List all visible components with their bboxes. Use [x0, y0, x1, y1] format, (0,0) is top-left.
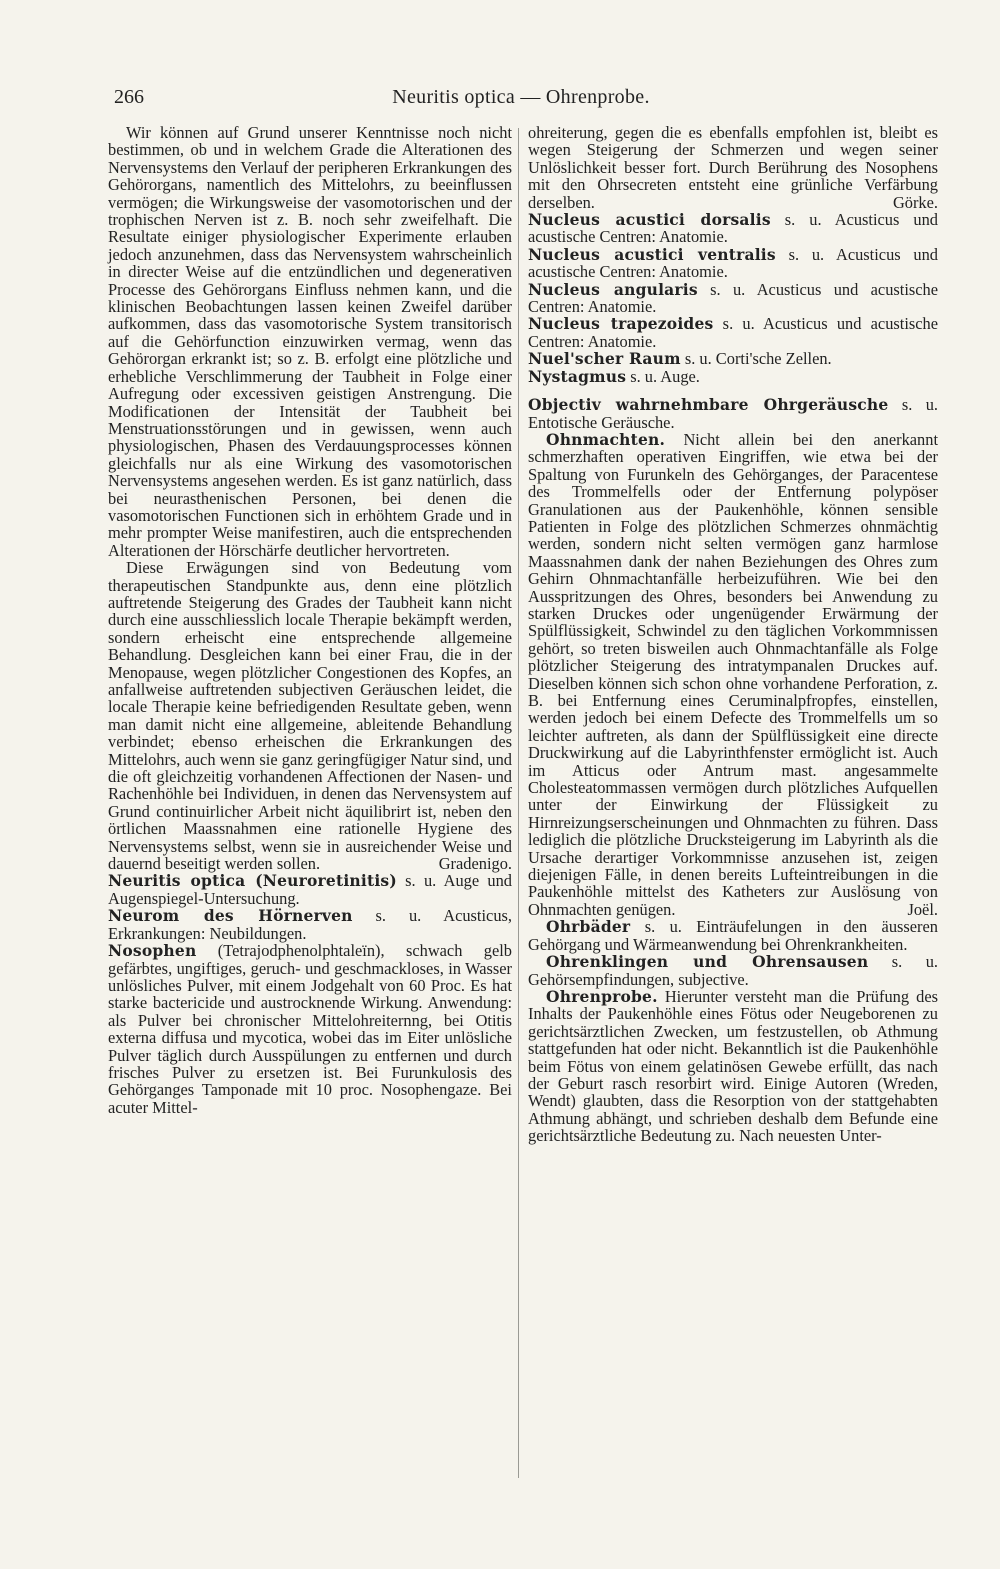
- entry-body: Hierunter versteht man die Prüfung des Inhalts der Paukenhöhle eines Fötus oder Neugeborenen zu gerichtsärztlichen Zwecken, um festzustellen, ob Athmung stattgefunden hat oder nicht. Bekanntlich ist die Paukenhöhle beim Fötus von einem gelatinösen Gewebe erfüllt, das nach der Geburt rasch resorbirt wird. Einige Autoren (Wreden, Wendt) glaubten, dass die Resorption von der stattgehabten Athmung abhängt, und schrieben deshalb dem Befunde eine gerichtsärztliche Bedeutung zu. Nach neuesten Unter-: [528, 986, 938, 1146]
- paragraph-text: ohreiterung, gegen die es ebenfalls empfohlen ist, bleibt es wegen Steigerung der Schmerzen und wegen seiner Unlöslichkeit besser fort. Durch Berührung des Nosophens mit den Ohrsecreten entsteht eine grünliche Verfärbung derselben.: [528, 123, 938, 212]
- entry-headword: Nucleus acustici ventralis: [528, 244, 776, 264]
- entry-headword: Ohrbäder: [546, 917, 631, 937]
- entry: [528, 368, 938, 385]
- paragraph-text: Diese Erwägungen sind von Bedeutung vom therapeutischen Standpunkte aus, denn eine plötzlich auftretende Steigerung des Grades der Taubheit kann nicht durch eine ausschliesslich locale Therapie bekämpft werden, sondern erheischt eine entsprechende allgemeine Behandlung. Desgleichen kann bei einer Frau, die in der Menopause, wegen plötzlicher Congestionen des Kopfes, an anfallweise auftretenden subjectiven Geräuschen leidet, die locale Therapie keine befriedigenden Resultate geben, wenn man damit nicht eine allgemeine, ableitende Behandlung verbindet; ebenso erheischen die Erkrankungen des Mittelohrs, auch wenn sie ganz geringfügiger Natur sind, und die oft gleichzeitig vorhandenen Affectionen der Nasen- und Rachenhöhle bei Individuen, in denen das Nervensystem auf Grund continuirlicher Arbeit nicht äquilibrirt ist, neben den örtlichen Maassnahmen eine rationelle Hygiene des Nervensystems selbst, wenn sie in ausreichender Weise und dauernd beseitigt werden sollen.: [108, 558, 512, 874]
- running-title: Neuritis optica — Ohrenprobe.: [392, 86, 650, 108]
- entry: [108, 942, 512, 1116]
- entry: [528, 988, 938, 1145]
- entry-body: s. u. Gehörsempfindungen, subjective.: [528, 952, 938, 989]
- entry-body: (Tetrajodphenolphtaleïn), schwach gelb gefärbtes, ungiftiges, geruch- und geschmackloses, in Wasser unlösliches Pulver, mit einem Jodgehalt von 60 Proc. Es hat starke bactericide und austrocknende Wirkung. Anwendung: als Pulver bei chronischer Mittelohreiternng, bei Otitis externa diffusa und mycotica, wobei das im Eiter unlösliche Pulver täglich durch Ausspülungen zu entfernen und durch frisches Pulver zu ersetzen ist. Bei Furunkulosis des Gehörganges Tamponade mit 10 proc. Nosophengaze. Bei acuter Mittel-: [108, 941, 512, 1117]
- entry-headword: Neurom des Hörnerven: [108, 906, 353, 926]
- column-divider: [518, 128, 519, 1478]
- entry-body: Nicht allein bei den anerkannt schmerzhaften operativen Eingriffen, wie etwa bei der Spaltung von Furunkeln des Gehörganges, der Paracentese des Trommelfells oder der Entfernung polypöser Granulationen aus der Paukenhöhle, können sensible Patienten in Folge des plötzlichen Schmerzes ohnmächtig werden, sondern nicht selten vermögen ganz harmlose Maassnahmen dank der nahen Beziehungen des Ohres zum Gehirn Ohnmachtanfälle herbeizuführen. Wie bei den Ausspritzungen des Ohres, besonders bei Anwendung zu starken Druckes oder ungenügender Erwärmung der Spülflüssigkeit, Schwindel zu den täglichen Vorkommnissen gehört, so treten bisweilen auch Ohnmachtanfälle als Folge plötzlicher Steigerung des intratympanalen Druckes auf. Dieselben können sich schon ohne vorhandene Perforation, z. B. bei Entfernung eines Ceruminalpfropfes, einstellen, werden jedoch bei einem Defecte des Trommelfells um so leichter auftreten, als dann der Spülflüssigkeit eine directe Druckwirkung auf die Labyrinthfenster ermöglicht ist. Auch im Atticus oder Antrum mast. angesammelte Cholesteatommassen vermögen durch plötzliches Aufquellen unter der Einwirkung der Flüssigkeit zu Hirnreizungserscheinungen und Ohnmachten zu führen. Dass lediglich die plötzliche Drucksteigerung im Labyrinth als die Ursache derartiger Vorkommnisse anzusehen ist, zeigen diejenigen Fälle, in denen bereits Lufteintreibungen in die Paukenhöhle mittelst des Katheters zur Auslösung von Ohnmachten genügen.: [528, 429, 938, 919]
- entry-headword: Nuel'scher Raum: [528, 349, 681, 369]
- entry: [528, 281, 938, 316]
- entry: [108, 872, 512, 907]
- entry-headword: Nucleus angularis: [528, 279, 698, 299]
- entry: [528, 953, 938, 988]
- entry: [528, 918, 938, 953]
- entry-headword: Neuritis optica (Neuroretinitis): [108, 871, 397, 891]
- entry-headword: Nucleus acustici dorsalis: [528, 210, 771, 230]
- paragraph: Wir können auf Grund unserer Kenntnisse noch nicht bestimmen, ob und in welchem Grade die Alterationen des Nervensystems den Verlauf der peripheren Erkrankungen des Gehörorgans, namentlich des Mittelohrs, zu beeinflussen vermögen; die Wirkungsweise der vasomotorischen und der trophischen Nerven ist z. B. noch sehr zweifelhaft. Die Resultate einiger physiologischer Experimente erlauben jedoch anzunehmen, dass das Nervensystem wahrscheinlich in directer Weise auf die entzündlichen und degenerativen Processe des Gehörorgans Einfluss nehmen kann, und die klinischen Beobachtungen lassen keinen Zweifel darüber aufkommen, dass das vasomotorische System transitorisch auf die Gehörfunction einzuwirken vermag, wenn das Gehörorgan erkrankt ist; so z. B. erfolgt eine plötzliche und erhebliche Verschlimmerung der Taubheit in Folge einer Aufregung oder excessiven geistigen Anstrengung. Die Modificationen der Intensität der Taubheit bei Menstruationsstörungen und in gewissen, wenn auch physiologischen, Phasen des Verdauungsprocesses können gleichfalls nur als eine Wirkung des vasomotorischen Nervensystems angesehen werden. Es ist ganz natürlich, dass bei neurasthenischen Personen, bei denen die vasomotorischen Functionen sich in erhöhtem Grade und in mehr prompter Weise manifestiren, auch die entsprechenden Alterationen der Hörschärfe deutlicher hervortreten.: [108, 123, 512, 560]
- entry: [528, 246, 938, 281]
- entry-headword: Ohnmachten.: [546, 429, 666, 449]
- entry-headword: Nosophen: [108, 941, 197, 961]
- author-signature: Görke.: [892, 192, 938, 212]
- entry-body: s. u. Acusticus, Erkrankungen: Neubildungen.: [108, 906, 512, 943]
- entry-body: s. u. Acusticus und acustische Centren: Anatomie.: [528, 279, 938, 317]
- entry-body: s. u. Corti'sche Zellen.: [680, 349, 832, 369]
- author-signature: Joël.: [907, 899, 938, 919]
- paragraph: [108, 559, 512, 872]
- entry-body: s. u. Acusticus und acustische Centren: Anatomie.: [528, 210, 938, 247]
- entry-body: s. u. Auge.: [626, 366, 700, 386]
- entry: [528, 350, 938, 367]
- entry: [528, 396, 938, 431]
- entry: [528, 211, 938, 246]
- entry-body: s. u. Acusticus und acustische Centren: Anatomie.: [528, 244, 938, 282]
- page-header: [106, 86, 936, 118]
- entry: [108, 907, 512, 942]
- entry-body: s. u. Acusticus und acustische Centren: Anatomie.: [528, 314, 939, 351]
- entry-headword: Objectiv wahrnehmbare Ohrgeräusche: [528, 395, 889, 415]
- entry: [528, 315, 938, 350]
- entry-headword: Nystagmus: [528, 366, 627, 386]
- page-number: 266: [114, 86, 144, 108]
- entry-body: s. u. Auge und Augenspiegel-Untersuchung.: [108, 871, 512, 908]
- paragraph: [528, 124, 938, 211]
- entry-headword: Ohrenprobe.: [546, 986, 658, 1006]
- left-column: [108, 124, 512, 1116]
- entry-body: s. u. Einträufelungen in den äusseren Gehörgang und Wärmeanwendung bei Ohrenkrankheiten.: [528, 917, 938, 954]
- entry-headword: Nucleus trapezoides: [528, 314, 714, 334]
- author-signature: Gradenigo.: [438, 854, 512, 874]
- entry-headword: Ohrenklingen und Ohrensausen: [546, 952, 869, 972]
- entry: [528, 431, 938, 918]
- entry-body: s. u. Entotische Geräusche.: [528, 395, 938, 432]
- right-column: [528, 124, 938, 1145]
